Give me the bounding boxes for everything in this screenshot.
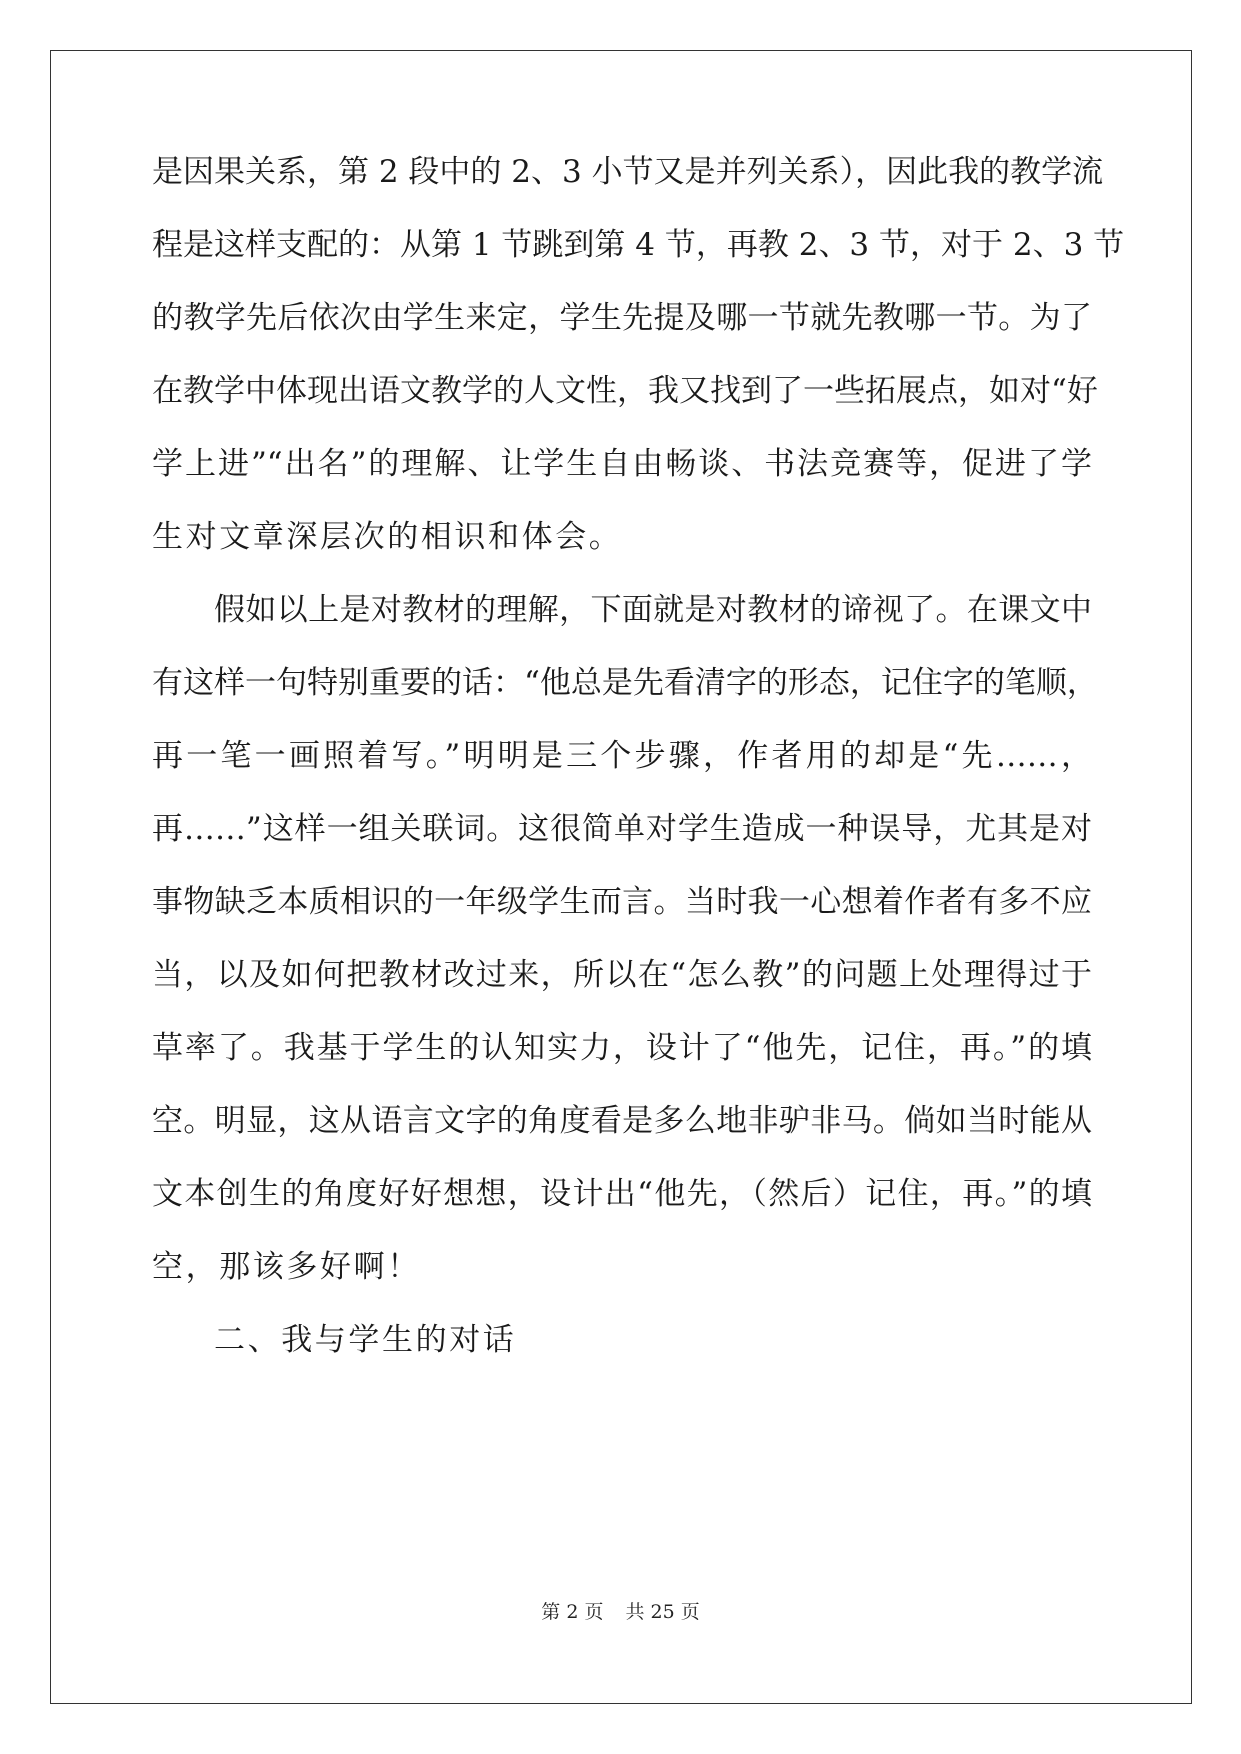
body-line-11: 事物缺乏本质相识的一年级学生而言。当时我一心想着作者有多不应 bbox=[152, 884, 1092, 920]
body-line-3: 的教学先后依次由学生来定，学生先提及哪一节就先教哪一节。为了 bbox=[152, 300, 1092, 336]
body-line-6: 生对文章深层次的相识和体会。 bbox=[152, 519, 623, 555]
body-line-16: 空，那该多好啊！ bbox=[152, 1249, 421, 1285]
page-footer bbox=[0, 1600, 1241, 1624]
body-line-5: 学上进”“出名”的理解、让学生自由畅谈、书法竞赛等，促进了学 bbox=[152, 446, 1092, 482]
body-line-8: 有这样一句特别重要的话：“他总是先看清字的形态，记住字的笔顺， bbox=[152, 665, 1098, 701]
body-line-4: 在教学中体现出语文教学的人文性，我又找到了一些拓展点，如对“好 bbox=[152, 373, 1098, 409]
body-line-10: 再……”这样一组关联词。这很简单对学生造成一种误导，尤其是对 bbox=[152, 811, 1092, 847]
body-line-14: 空。明显，这从语言文字的角度看是多么地非驴非马。倘如当时能从 bbox=[152, 1103, 1092, 1139]
page-number: 第 2 页 bbox=[541, 1601, 604, 1623]
body-line-9: 再一笔一画照着写。”明明是三个步骤，作者用的却是“先……， bbox=[152, 738, 1092, 774]
page-total: 共 25 页 bbox=[625, 1601, 700, 1623]
body-line-13: 草率了。我基于学生的认知实力，设计了“他先，记住，再。”的填 bbox=[152, 1030, 1092, 1066]
body-line-1: 是因果关系，第 2 段中的 2、3 小节又是并列关系），因此我的教学流 bbox=[152, 154, 1104, 190]
body-line-15: 文本创生的角度好好想想，设计出“他先，（然后）记住，再。”的填 bbox=[152, 1176, 1092, 1212]
section-heading: 二、我与学生的对话 bbox=[214, 1322, 517, 1358]
body-line-12: 当，以及如何把教材改过来，所以在“怎么教”的问题上处理得过于 bbox=[152, 957, 1092, 993]
body-line-2: 程是这样支配的：从第 1 节跳到第 4 节，再教 2、3 节，对于 2、3 节 bbox=[152, 227, 1125, 263]
body-line-7: 假如以上是对教材的理解，下面就是对教材的谛视了。在课文中 bbox=[214, 592, 1092, 628]
